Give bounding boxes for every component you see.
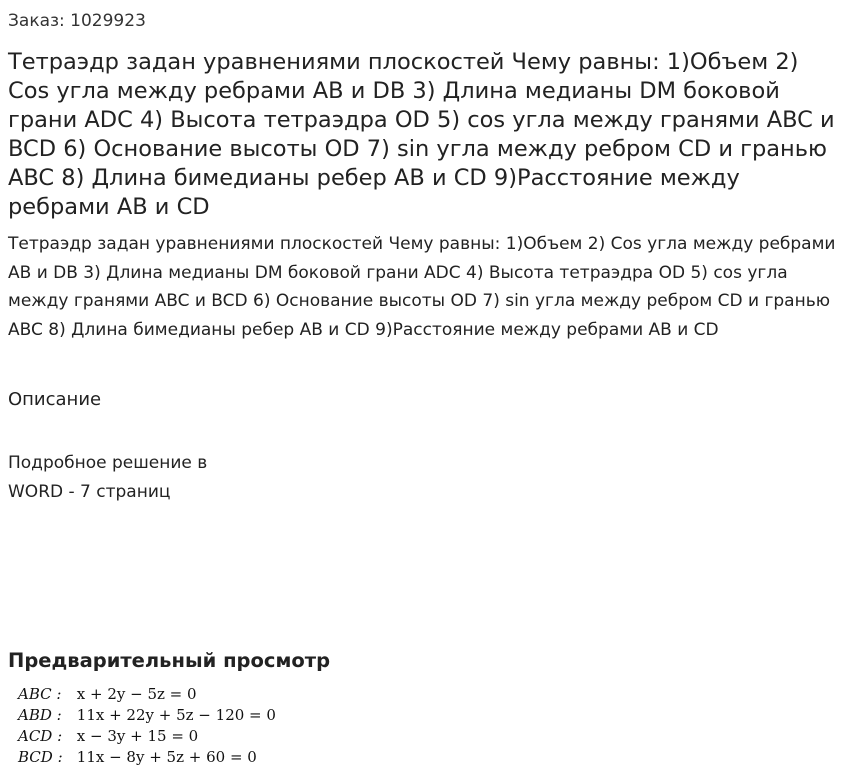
- order-number: Заказ: 1029923: [8, 11, 146, 31]
- page-title: Тетраэдр задан уравнениями плоскостей Чему равны: 1)Объем 2) Cos угла между ребрами AB и DB 3) Длина медианы DM боковой грани ADC 4) Высота тетраэдра OD 5) cos угла между гранями ABC и BCD 6) Основание высоты OD 7) sin угла между ребром CD и гранью ABC 8) Длина бимедианы ребер AB и CD 9)Расстояние между ребрами AB и CD: [8, 49, 835, 220]
- plane-equation: [18, 726, 418, 747]
- plane-label: ABD :: [18, 706, 62, 724]
- plane-equation: [18, 705, 418, 726]
- equation-text: x − 3y + 15 = 0: [76, 727, 199, 745]
- equation-text: 11x + 22y + 5z − 120 = 0: [76, 706, 276, 724]
- solution-details-line: Подробное решение в: [8, 453, 208, 473]
- plane-label: BCD :: [18, 748, 63, 766]
- plane-equation: [18, 684, 418, 705]
- preview-heading: Предварительный просмотр: [8, 649, 331, 672]
- plane-equation: [18, 747, 418, 768]
- equation-text: 11x − 8y + 5z + 60 = 0: [76, 748, 257, 766]
- preview-image: [18, 684, 418, 768]
- plane-label: ACD :: [18, 727, 63, 745]
- solution-details-line: WORD - 7 страниц: [8, 482, 171, 502]
- description-text: Тетраэдр задан уравнениями плоскостей Чему равны: 1)Объем 2) Cos угла между ребрами AB и DB 3) Длина медианы DM боковой грани ADC 4) Высота тетраэдра OD 5) cos угла между гранями ABC и BCD 6) Основание высоты OD 7) sin угла между ребром CD и гранью ABC 8) Длина бимедианы ребер AB и CD 9)Расстояние между ребрами AB и CD: [8, 234, 836, 340]
- plane-label: ABC :: [18, 685, 62, 703]
- solution-details: [8, 449, 207, 507]
- equation-text: x + 2y − 5z = 0: [76, 685, 197, 703]
- description-heading: Описание: [8, 389, 102, 410]
